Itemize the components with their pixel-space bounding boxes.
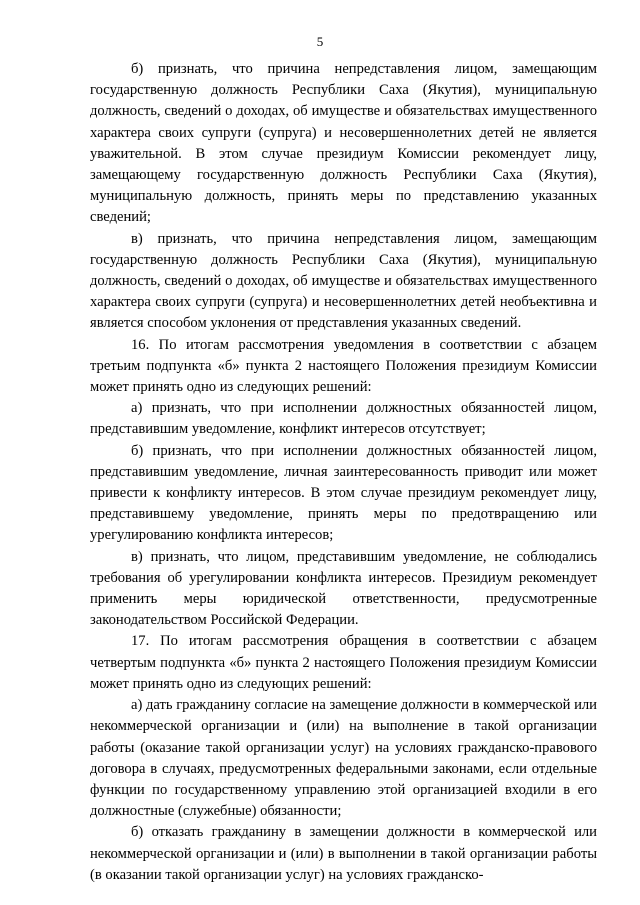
- paragraph-15v: в) признать, что причина непредставления лицом, замещающим государственную должность Республики Саха (Якутия), муниципальную должность, сведений о доходах, об имуществе и обязательствах имущественного характера своих супруги (супруга) и несовершеннолетних детей необъективна и является способом уклонения от представления указанных сведений.: [90, 230, 597, 332]
- paragraph-16: 16. По итогам рассмотрения уведомления в соответствии с абзацем третьим подпункта «б» пункта 2 настоящего Положения президиум Комиссии может принять одно из следующих решений:: [90, 336, 597, 396]
- paragraph-16a: а) признать, что при исполнении должностных обязанностей лицом, представившим уведомление, конфликт интересов отсутствует;: [90, 400, 597, 438]
- paragraph-15b: б) признать, что причина непредставления лицом, замещающим государственную должность Республики Саха (Якутия), муниципальную должность, сведений о доходах, об имуществе и обязательствах имущественного характера своих супруги (супруга) и несовершеннолетних детей не является уважительной. В этом случае президиум Комиссии рекомендует лицу, замещающему государственную должность Республики Саха (Якутия), муниципальную должность, принять меры по представлению указанных сведений;: [90, 61, 597, 226]
- paragraph-16v: в) признать, что лицом, представившим уведомление, не соблюдались требования об урегулировании конфликта интересов. Президиум рекомендует применить меры юридической ответственности, предусмотренные законодательством Российской Федерации.: [90, 548, 597, 629]
- paragraph-17a: а) дать гражданину согласие на замещение должности в коммерческой или некоммерческой организации и (или) на выполнение в такой организации работы (оказание такой организации услуг) на условиях гражданско-правового договора в случаях, предусмотренных федеральными законами, если отдельные функции по государственному управлению этой организацией входили в его должностные (служебные) обязанности;: [90, 697, 597, 820]
- paragraph-16b: б) признать, что при исполнении должностных обязанностей лицом, представившим уведомление, личная заинтересованность приводит или может привести к конфликту интересов. В этом случае президиум рекомендует лицу, представившему уведомление, принять меры по предотвращению или урегулированию конфликта интересов;: [90, 442, 597, 544]
- page-number: 5: [316, 34, 324, 49]
- paragraph-17: 17. По итогам рассмотрения обращения в соответствии с абзацем четвертым подпункта «б» пункта 2 настоящего Положения президиум Комиссии может принять одно из следующих решений:: [90, 633, 597, 692]
- paragraph-17b: б) отказать гражданину в замещении должности в коммерческой или некоммерческой организации и (или) в выполнении в такой организации работы (в оказании такой организации услуг) на условиях гражданско-: [90, 824, 597, 883]
- document-body: [90, 59, 597, 886]
